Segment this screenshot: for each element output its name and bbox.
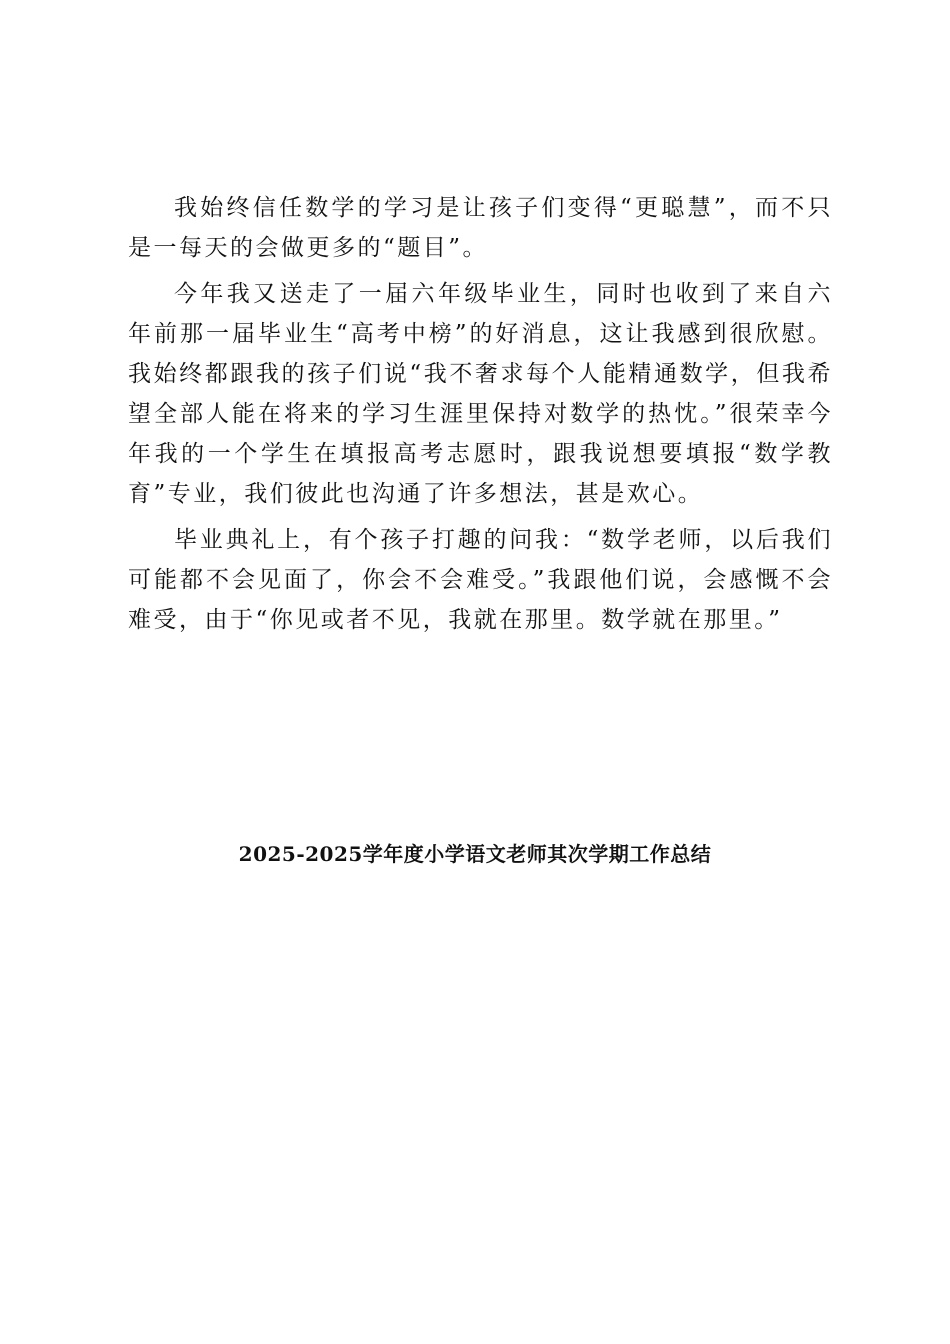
paragraph-graduation-ceremony: 毕业典礼上，有个孩子打趣的问我：“数学老师，以后我们可能都不会见面了，你会不会难受。”我跟他们说，会感慨不会难受，由于“你见或者不见，我就在那里。数学就在那里。”: [128, 527, 833, 633]
paragraph-belief-in-math: 我始终信任数学的学习是让孩子们变得“更聪慧”，而不只是一每天的会做更多的“题目”。: [128, 195, 833, 261]
document-body: [128, 188, 833, 646]
section-title: 2025-2025学年度小学语文老师其次学期工作总结: [238, 842, 712, 866]
paragraph-graduates-news: 今年我又送走了一届六年级毕业生，同时也收到了来自六年前那一届毕业生“高考中榜”的好消息，这让我感到很欣慰。我始终都跟我的孩子们说“我不奢求每个人能精通数学，但我希望全部人能在将来的学习生涯里保持对数学的热忱。”很荣幸今年我的一个学生在填报高考志愿时，跟我说想要填报“数学教育”专业，我们彼此也沟通了许多想法，甚是欢心。: [128, 281, 833, 507]
